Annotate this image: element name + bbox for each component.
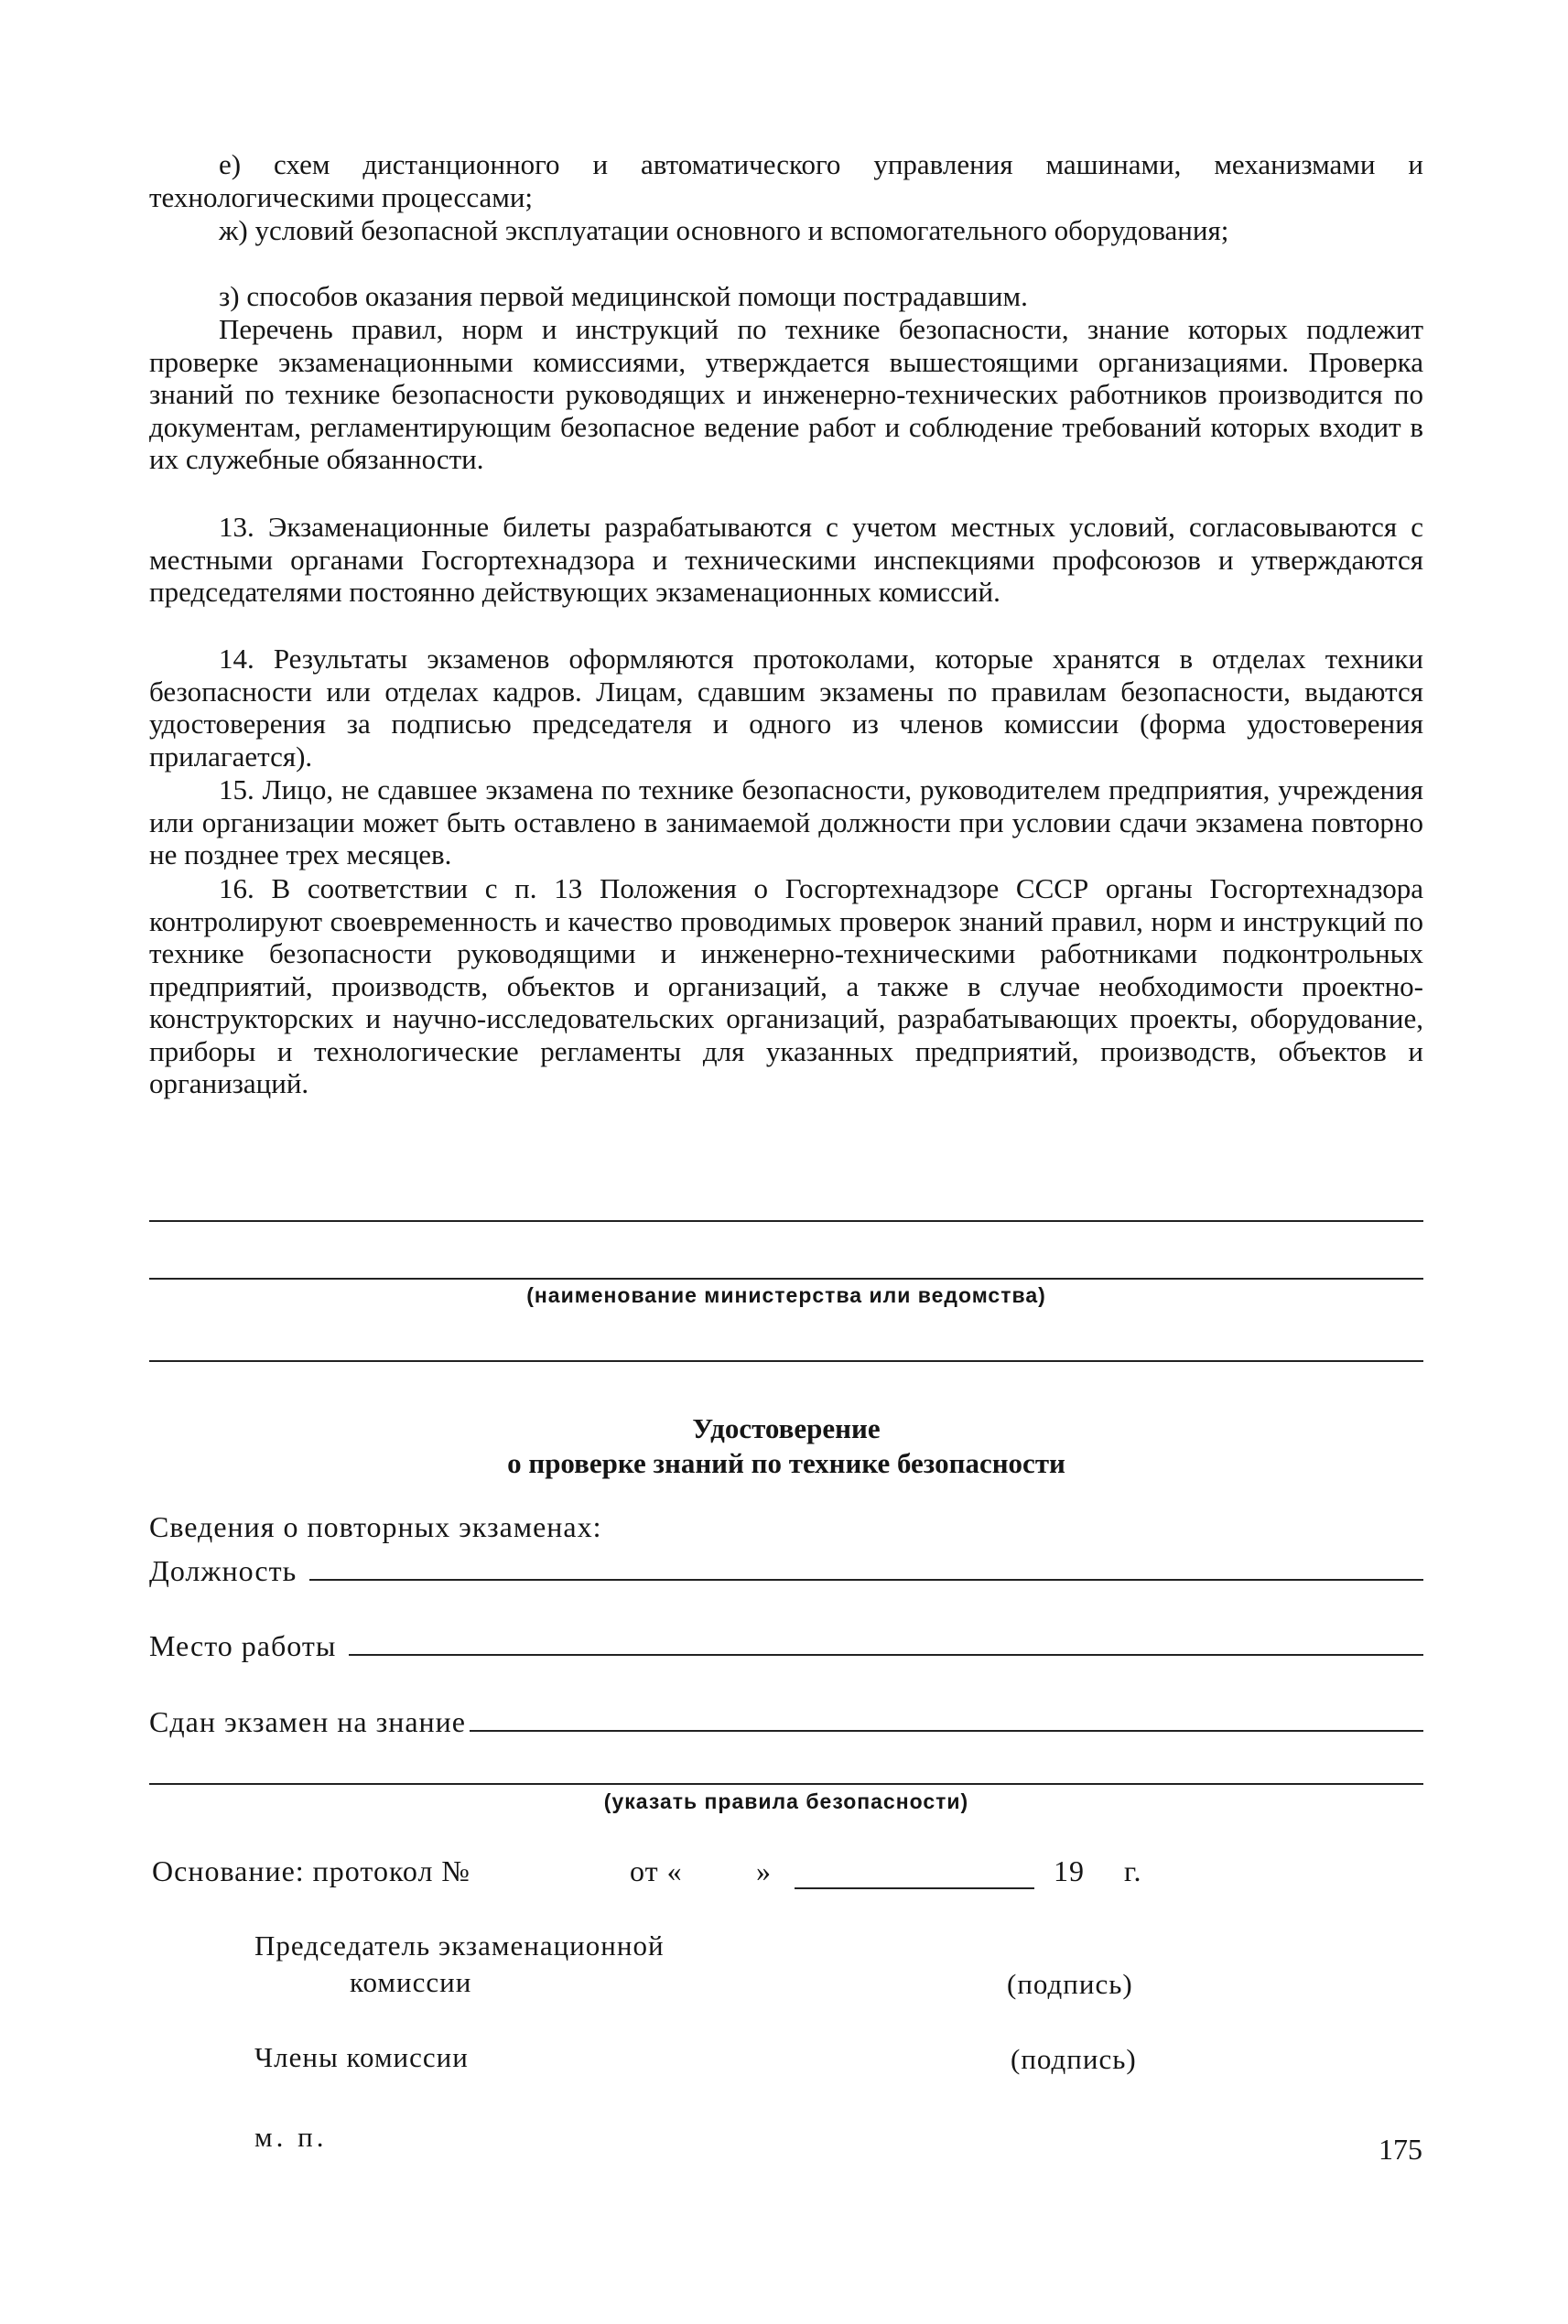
paragraph-z: з) способов оказания первой медицинской помощи пострадавшим. (219, 280, 1028, 312)
paragraph-rules-list: Перечень правил, норм и инструкций по технике безопасности, знание которых подлежит проверке экзаменационными комиссиями, утверждается вышестоящими организациями. Проверка знаний по технике безопасности руководящих и инженерно-технических работников производится по документам, регламентирующим безопасное ведение работ и соблюдение требований которых входит в их служебные обязанности. (149, 313, 1423, 475)
safety-rules-caption: (указать правила безопасности) (603, 1789, 969, 1813)
date-field-line (795, 1887, 1034, 1889)
members-label: Члены комиссии (254, 2041, 469, 2073)
repeat-exams-label: Сведения о повторных экзаменах: (149, 1510, 602, 1543)
ministry-line-2 (149, 1278, 1423, 1280)
ministry-caption: (наименование министерства или ведомства) (526, 1283, 1046, 1307)
safety-rules-line (149, 1783, 1423, 1785)
paragraph-e: е) схем дистанционного и автоматического управления машинами, механизмами и технологическими процессами; (149, 148, 1423, 213)
paragraph-14: 14. Результаты экзаменов оформляются протоколами, которые хранятся в отделах техники безопасности или отделах кадров. Лицам, сдавшим экзамены по правилам безопасности, выдаются удостоверения за подписью председателя и одного из членов комиссии (форма удостоверения прилагается). (149, 643, 1423, 773)
workplace-field-line (349, 1654, 1423, 1656)
ministry-line-3 (149, 1360, 1423, 1362)
exam-passed-field-line (470, 1730, 1423, 1732)
date-from-label: от « (630, 1854, 683, 1887)
chairman-label-line1: Председатель экзаменационной (254, 1929, 665, 1962)
exam-passed-label: Сдан экзамен на знание (149, 1705, 466, 1738)
certificate-title-line2: о проверке знаний по технике безопасности (507, 1447, 1065, 1479)
members-signature: (подпись) (1011, 2043, 1137, 2075)
position-field-line (309, 1579, 1423, 1581)
seal-label: м. п. (254, 2121, 328, 2153)
page-number: 175 (1379, 2133, 1422, 2166)
certificate-title (149, 1411, 1423, 1481)
year-suffix: г. (1124, 1854, 1142, 1887)
paragraph-16: 16. В соответствии с п. 13 Положения о Госгортехнадзоре СССР органы Госгортехнадзора контролируют своевременность и качество проводимых проверок знаний правил, норм и инструкций по технике безопасности руководящими и инженерно-техническими работниками подконтрольных предприятий, производств, объектов и организаций, а также в случае необходимости проектно-конструкторских и научно-исследовательских организаций, разрабатывающих проекты, оборудование, приборы и технологические регламенты для указанных предприятий, производств, объектов и организаций. (149, 872, 1423, 1099)
exam-passed-row (149, 1702, 1423, 1739)
basis-label: Основание: протокол № (152, 1854, 470, 1887)
chairman-signature: (подпись) (1007, 1968, 1133, 2000)
position-row (149, 1551, 1423, 1588)
paragraph-zh: ж) условий безопасной эксплуатации основного и вспомогательного оборудования; (219, 214, 1229, 246)
ministry-line-1 (149, 1220, 1423, 1222)
year-label: 19 (1054, 1854, 1085, 1887)
date-close-quote: » (756, 1854, 772, 1887)
workplace-label: Место работы (149, 1629, 337, 1662)
workplace-row (149, 1627, 1423, 1663)
paragraph-13: 13. Экзаменационные билеты разрабатываются с учетом местных условий, согласовываются с местными органами Госгортехнадзора и техническими инспекциями профсоюзов и утверждаются председателями постоянно действующих экзаменационных комиссий. (149, 511, 1423, 608)
paragraph-15: 15. Лицо, не сдавшее экзамена по технике безопасности, руководителем предприятия, учреждения или организации может быть оставлено в занимаемой должности при условии сдачи экзамена повторно не позднее трех месяцев. (149, 773, 1423, 870)
certificate-title-line1: Удостоверение (692, 1412, 881, 1444)
chairman-label-line2: комиссии (350, 1966, 472, 1998)
position-label: Должность (149, 1554, 297, 1587)
